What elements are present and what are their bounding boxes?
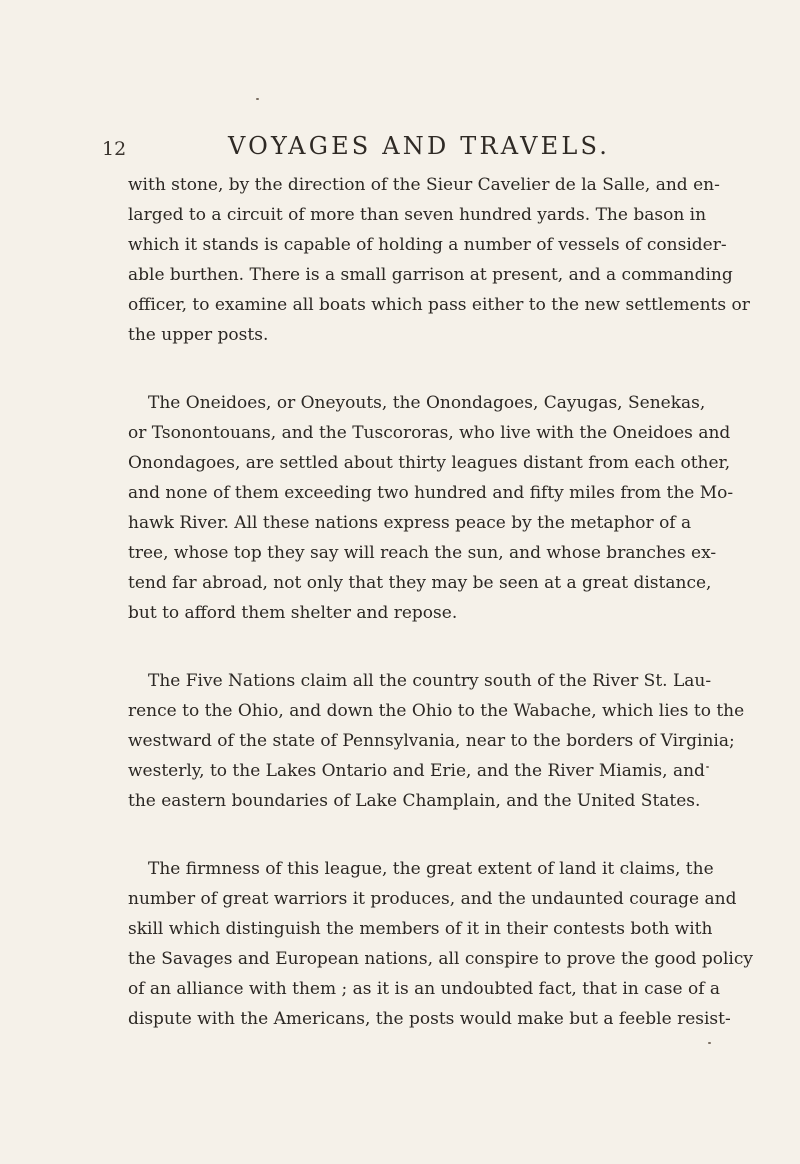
- text-line: of an alliance with them ; as it is an undoubted fact, that in case of a: [128, 979, 721, 999]
- paragraph-3: [128, 666, 745, 816]
- text-line: able burthen. There is a small garrison at present, and a commanding: [128, 265, 733, 285]
- paper-speck: [256, 98, 259, 100]
- text-line: westerly, to the Lakes Ontario and Erie, and the River Miamis, and: [128, 761, 705, 781]
- text-line: The Five Nations claim all the country south of the River St. Lau-: [148, 671, 712, 691]
- text-line: skill which distinguish the members of it in their contests both with: [128, 919, 713, 939]
- text-line: The firmness of this league, the great extent of land it claims, the: [148, 859, 714, 879]
- text-line: tend far abroad, not only that they may be seen at a great distance,: [128, 573, 712, 593]
- text-line: officer, to examine all boats which pass either to the new settlements or: [128, 295, 750, 315]
- text-line: The Oneidoes, or Oneyouts, the Onondagoes, Cayugas, Senekas,: [148, 393, 706, 413]
- text-line: with stone, by the direction of the Sieur Cavelier de la Salle, and en-: [128, 175, 720, 195]
- text-line: the upper posts.: [128, 325, 269, 345]
- text-line: hawk River. All these nations express peace by the metaphor of a: [128, 513, 692, 533]
- text-line: or Tsonontouans, and the Tuscororas, who live with the Oneidoes and: [128, 423, 731, 443]
- paragraph-2: [128, 388, 734, 628]
- text-line: tree, whose top they say will reach the sun, and whose branches ex-: [128, 543, 717, 563]
- paragraph-4: [128, 854, 753, 1034]
- body-text: [128, 170, 753, 1072]
- text-line: the Savages and European nations, all conspire to prove the good policy: [128, 949, 753, 969]
- running-head: [102, 132, 698, 166]
- text-line: and none of them exceeding two hundred and fifty miles from the Mo-: [128, 483, 734, 503]
- text-line: which it stands is capable of holding a number of vessels of consider-: [128, 235, 727, 255]
- text-line: number of great warriors it produces, and the undaunted courage and: [128, 889, 737, 909]
- text-line: the eastern boundaries of Lake Champlain, and the United States.: [128, 791, 701, 811]
- text-line: larged to a circuit of more than seven hundred yards. The bason in: [128, 205, 707, 225]
- text-line: rence to the Ohio, and down the Ohio to the Wabache, which lies to the: [128, 701, 745, 721]
- text-line: Onondagoes, are settled about thirty leagues distant from each other,: [128, 453, 731, 473]
- page-number: 12: [102, 138, 127, 160]
- header-title: VOYAGES AND TRAVELS.: [228, 132, 611, 160]
- paragraph-1: [128, 170, 750, 350]
- paper-speck: [708, 1042, 711, 1044]
- text-line: westward of the state of Pennsylvania, near to the borders of Virginia;: [128, 731, 735, 751]
- paper-speck: [706, 766, 709, 768]
- text-line: but to afford them shelter and repose.: [128, 603, 458, 623]
- text-line: dispute with the Americans, the posts would make but a feeble resist-: [128, 1009, 731, 1029]
